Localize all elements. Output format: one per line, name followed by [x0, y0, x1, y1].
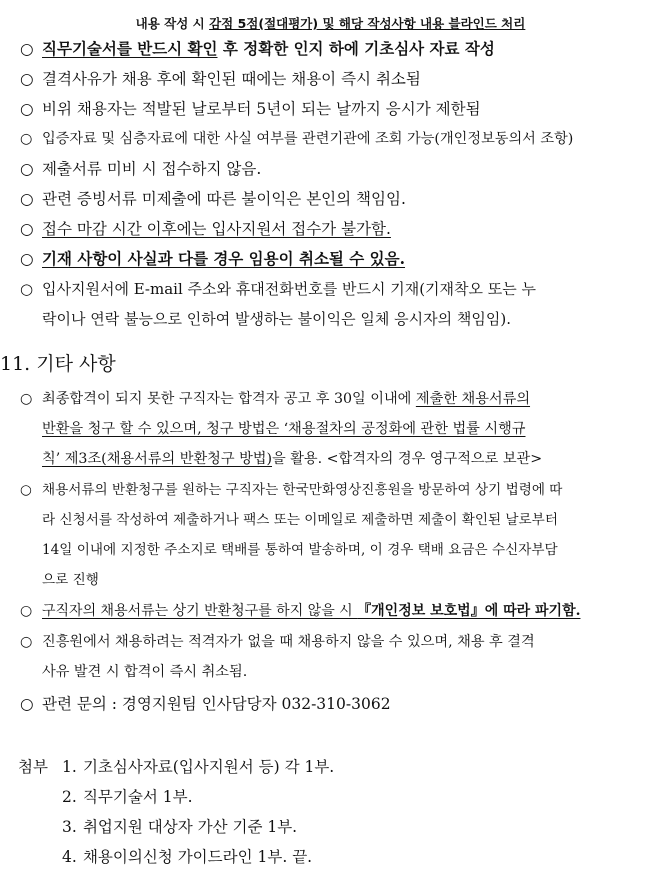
notice-job-description: ○ 직무기술서를 반드시 확인 후 정확한 인지 하에 기초심사 자료 작성: [20, 34, 650, 64]
writing-warning-note: [0, 14, 661, 32]
notice-contact-info: ○ 입사지원서에 E-mail 주소와 휴대전화번호를 반드시 기재(기재착오 또는 누 락이나 연락 불능으로 인하여 발생하는 불이익은 일체 응시자의 책임임).: [20, 274, 650, 334]
notice-evidence-responsibility: ○ 관련 증빙서류 미제출에 따른 불이익은 본인의 책임임.: [20, 184, 650, 214]
attachment-item: 4. 채용이의신청 가이드라인 1부. 끝.: [62, 848, 313, 866]
attachment-item: 3. 취업지원 대상자 가산 기준 1부.: [62, 818, 298, 836]
bullet-circle-icon: ○: [20, 39, 34, 58]
notice-deadline: ○ 접수 마감 시간 이후에는 입사지원서 접수가 불가함.: [20, 214, 650, 244]
item-no-hire-clause: ○ 진흥원에서 채용하려는 적격자가 없을 때 채용하지 않을 수 있으며, 채용 후 결격 사유 발견 시 합격이 즉시 취소됨.: [20, 627, 650, 687]
bullet-circle-icon: ○: [20, 160, 34, 178]
section-title: 11. 기타 사항: [0, 353, 116, 375]
bullet-circle-icon: ○: [20, 249, 34, 268]
bullet-circle-icon: ○: [20, 482, 32, 498]
item-return-procedure: ○ 채용서류의 반환청구를 원하는 구직자는 한국만화영상진흥원을 방문하여 상기 법령에 따 라 신청서를 작성하여 제출하거나 팩스 또는 이메일로 제출하면 제출이 확인된 날로부터 14일 이내에 지정한 주소지로 택배를 통하여 발송하며, 이 경우 택배 요금은 수신자부담 으로 진행: [20, 475, 650, 595]
notice-disqualification: ○ 결격사유가 채용 후에 확인된 때에는 채용이 즉시 취소됨: [20, 64, 650, 94]
warning-underlined-text: 감점 5점(절대평가) 및 해당 작성사항 내용 블라인드 처리: [209, 16, 526, 31]
bullet-circle-icon: ○: [20, 100, 34, 118]
attachment-item: 2. 직무기술서 1부.: [62, 788, 193, 806]
item-inquiry-contact: ○ 관련 문의 : 경영지원팀 인사담당자 032-310-3062: [20, 689, 650, 719]
bullet-circle-icon: ○: [20, 220, 34, 238]
warning-prefix: 내용 작성 시: [135, 16, 210, 31]
attachment-item: 첨부 1. 기초심사자료(입사지원서 등) 각 1부.: [18, 752, 334, 782]
bullet-circle-icon: ○: [20, 131, 33, 147]
bullet-circle-icon: ○: [20, 280, 34, 298]
bullet-circle-icon: ○: [20, 695, 34, 713]
item-document-disposal: ○ 구직자의 채용서류는 상기 반환청구를 하지 않을 시 『개인정보 보호법』에 따라 파기함.: [20, 596, 650, 626]
notice-misconduct-restriction: ○ 비위 채용자는 적발된 날로부터 5년이 되는 날까지 응시가 제한됨: [20, 94, 650, 124]
item-document-return: ○ 최종합격이 되지 못한 구직자는 합격자 공고 후 30일 이내에 제출한 채용서류의 반환을 청구 할 수 있으며, 청구 방법은 ‘채용절차의 공정화에 관한 법률 시행규 칙’ 제3조(채용서류의 반환청구 방법)을 활용. <합격자의 경우 영구적으로 보관>: [20, 384, 650, 474]
attachment-label: 첨부: [18, 758, 48, 776]
end-mark: 끝.: [292, 848, 313, 866]
bullet-circle-icon: ○: [20, 603, 33, 619]
notice-document-verification: ○ 입증자료 및 심층자료에 대한 사실 여부를 관련기관에 조회 가능(개인정보동의서 조항): [20, 124, 650, 154]
bullet-circle-icon: ○: [20, 70, 34, 88]
bullet-circle-icon: ○: [20, 190, 34, 208]
bullet-circle-icon: ○: [20, 634, 33, 650]
notice-false-entry: ○ 기재 사항이 사실과 다를 경우 임용이 취소될 수 있음.: [20, 244, 650, 274]
notice-incomplete-documents: ○ 제출서류 미비 시 접수하지 않음.: [20, 154, 650, 184]
bullet-circle-icon: ○: [20, 391, 33, 407]
